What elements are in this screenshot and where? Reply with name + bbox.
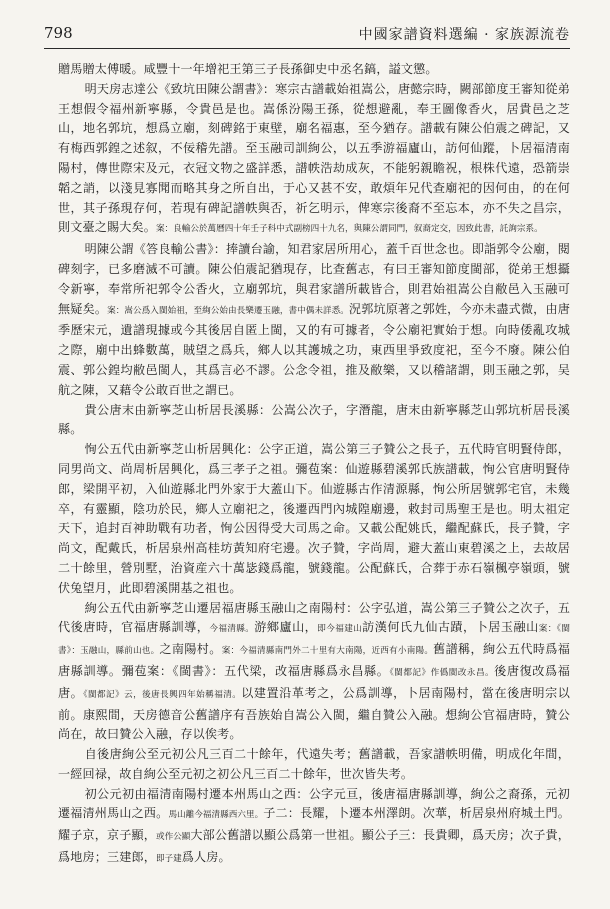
text-segment: 游鄉廬山， — [254, 620, 318, 635]
page-number: 798 — [44, 24, 73, 42]
text-segment: 舊譜稱，絢公五代時爲福唐縣訓導。 — [58, 642, 570, 678]
text-segment: 後唐復改爲福唐。 — [58, 663, 570, 700]
text-body — [58, 60, 570, 870]
annotation-note: 案：今福清縣南門外二十里有大南陽，近西有小南陽。 — [221, 646, 434, 657]
text-segment: 絢公五代由新寧芝山遷居福唐縣玉融山之南陽村：公字弘道，嵩公第三子贊公之次子，五代後唐時，官福唐縣訓導， — [58, 600, 570, 635]
text-segment: 自後唐絢公至元初公凡三百二十餘年，代遠失考；舊譜載，吾家譜帙明備，明成化年間，一經回禄，故自絢公至元初之初公凡三百二十餘年，世次皆失考。 — [58, 747, 570, 781]
text-segment: 之南陽村。 — [159, 642, 222, 657]
annotation-label: 彌苞案： — [295, 461, 346, 476]
annotation-note: 馬山離今福清縣西六里。 — [168, 810, 264, 821]
paragraph — [58, 60, 570, 80]
text-segment: 恂公五代由新寧芝山析居興化：公字正道，嵩公第三子贊公之長子，五代時官明賢侍郎，同男尚文、尚周析居興化，爲三孝子之祖。 — [58, 442, 570, 476]
paragraph — [58, 240, 570, 400]
annotation-note: 案：嵩公爲入閩始祖，至絢公始由長樂遷玉融，書中偶未詳悉。 — [107, 305, 349, 316]
paragraph — [58, 440, 570, 598]
text-segment: 況郭坑原著之郭姓，今亦未盡式微，由唐季歷宋元，遺譜現據或今其後居自匿上閩，又的有可據者，令公廟祀實始于想。向時倭亂攻城之際，廟中出蜂數萬，賊望之爲兵，鄉人以其護城之功，東西里爭致度祀，至今不廢。陳公伯震、郭公鍠均敝邑閩人，其爲言必不謬。公念令祖，推及敝樂，又以稽諸謂，則玉融之郭，吴航之陳，又藉令公敢百世之謂已。 — [58, 301, 570, 397]
annotation-note: 案：《閩書》：玉融山，縣前山也。 — [58, 624, 570, 657]
text-segment: 貴公唐末由新寧芝山析居長溪縣：公嵩公次子，字潛龍，唐末由新寧縣芝山郭坑析居長溪縣。 — [58, 402, 570, 437]
text-segment: 仙遊縣碧溪郭氏族譜載，恂公官唐明賢侍郎，梁開平初，入仙遊縣北門外家于大蓋山下。仙遊縣古作清源縣，恂公所居號郭宅官，未幾卒，有靈顯，陰功於民，鄉人立廟祀之，後遷西門內城隍廟邊，敕封司馬聖王是也。明太祖定天下，追封百神助戰有功者，恂公因得受大司馬之命。又載公配姚氏，繼配蘇氏，長子贊，字尚文，配戴氏，析居泉州高桂坊黃知府宅邊。次子贊，字尚周，避大蓋山東碧溪之上，去故居二十餘里，營別墅，治資産六十萬毖錢爲龍，號錢龍。公配蘇氏，合葬于赤石嶺楓亭嶺頭，號伏兔望月，此即碧溪開基之祖也。 — [58, 461, 570, 595]
text-segment: 訪漢何氏九仙古蹟，卜居玉融山 — [362, 620, 539, 635]
text-segment: 明天房志達公《致坑田陳公謂書》：寒宗古譜載始祖嵩公，唐懿宗時，闕部節度王審知從弟王想假令福州新寧縣，令貴邑是也。嵩係汾陽王孫，從想避亂，奉王圖像香火，居貴邑之芝山，地名郭坑，想爲立廟，刻碑銘于東壁，廟名福惠，至今猶存。譜載有陳公伯震之碑記，又有梅西郭鍠之述叙，不佞稽先譜。至玉融司訓絢公，以五季游福廬山，訪何仙蹤，卜居福清南陽村，傳世際宋及元，衣冠文物之盛詳悉，譜帙浩劫成灰，不能躬親瞻祝，根株代遠，恐箭崇韜之誚，以淺見寡聞而略其身之所自出，于心又甚不安，敢煩年兄代查廟祀的因何由，的在何世，其子孫現存何，若現有碑記譜帙與否，祈乞明示，俾寒宗後裔不至忘本，亦不失之昌宗，則文臺之賜大矣。 — [58, 81, 570, 235]
text-segment: 初公元初由福清南陽村遷本州馬山之西：公字元亘，後唐福唐縣訓導，絢公之裔孫，元初遷福清州馬山之西。 — [58, 786, 570, 821]
annotation-note: 即子建 — [155, 854, 182, 865]
text-segment: 爲人房。 — [181, 850, 231, 865]
text-segment: 以建置沿革考之，公爲訓導，卜居南陽村，當在後唐明宗以前。康熙間，天房德音公舊譜序有吾族始自嵩公入閩，繼自贊公入融。想絢公官福唐時，贊公尚在，故曰贊公入融，存以俟考。 — [58, 685, 570, 742]
text-segment: 《閩書》：五代梁，改福唐縣爲永昌縣。 — [172, 663, 390, 678]
paragraph — [58, 745, 570, 785]
text-segment: 贈馬贈太傅暖。咸豐十一年增祀王第三子長孫御史中丞名鎬，謚文懲。 — [58, 62, 438, 76]
paragraph — [58, 80, 570, 240]
annotation-note: 《閩都記》云，後唐長興四年始稱福清。 — [83, 689, 242, 700]
annotation-note: 即今福建山 — [317, 624, 363, 635]
annotation-note: 或作公顯 — [155, 832, 191, 843]
annotation-note: 今福清縣。 — [209, 624, 255, 635]
text-segment: 明陳公謂《答良輸公書》：捧讀台諭，知君家居所用心，蓋千百世念也。即詣郭令公廟，閱碑刻字，已多磨滅不可讀。陳公伯震記猶現存，比查舊志，有曰王審知節度閩部，從弟王想攝令新寧，奉常所祀郭令公香火，立廟郭坑，與君家譜所載皆合，則君始祖嵩公自敝邑入玉融可無疑矣。 — [58, 242, 570, 316]
running-title: 中國家譜資料選編 · 家族源流卷 — [358, 27, 570, 43]
paragraph — [58, 599, 570, 746]
text-segment: 大部公舊譜以顯公爲第一世祖。顯公子三：長貴卿，爲天房；次子貴，爲地房；三建郎， — [58, 828, 570, 865]
page-header — [44, 22, 570, 49]
annotation-note: 案：良輸公於萬曆四十年壬子科中式副榜四十九名，與陳公謂同門，叙裔定交，因致此書，託詢宗系。 — [155, 224, 543, 235]
annotation-note: 《閩都記》作僞閩改永昌。 — [389, 667, 495, 678]
paragraph — [58, 785, 570, 870]
text-segment: 子二：長耀，卜遷本州澤朗。次華，析居泉州府城土門。耀子京，京子顯， — [58, 806, 570, 843]
annotation-label: 彌苞案： — [121, 663, 173, 678]
paragraph — [58, 401, 570, 441]
